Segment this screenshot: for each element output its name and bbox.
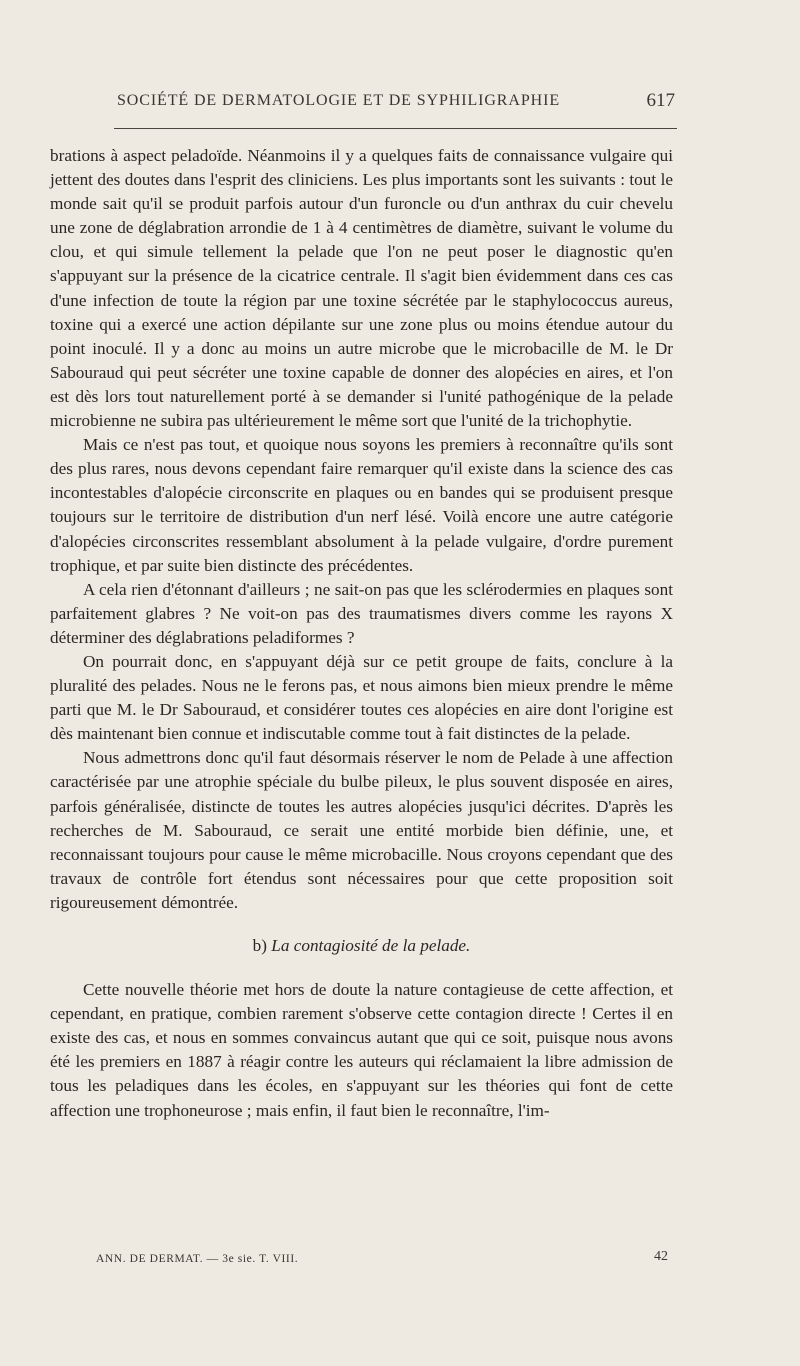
running-title: SOCIÉTÉ DE DERMATOLOGIE ET DE SYPHILIGRAPHIE	[117, 92, 560, 109]
paragraph-2: Mais ce n'est pas tout, et quoique nous soyons les premiers à reconnaître qu'ils sont des plus rares, nous devons cependant faire remarquer qu'il existe dans la science des cas incontestables d'alopécie circonscrite en plaques ou en bandes qui se produisent presque toujours sur le territoire de distribution d'un nerf lésé. Voilà encore une autre catégorie d'alopécies circonscrites ressemblant absolument à la pelade vulgaire, d'ordre purement trophique, et par suite bien distincte des précédentes.	[50, 435, 673, 575]
subheading-label: b)	[252, 936, 267, 955]
signature-number: 42	[654, 1249, 668, 1264]
paragraph-6: Cette nouvelle théorie met hors de doute la nature contagieuse de cette affection, et cependant, en pratique, combien rarement s'observe cette contagion directe ! Certes il en existe des cas, et nous en sommes convaincus autant que qui ce soit, puisque nous avons été les premiers en 1887 à réagir contre les auteurs qui réclamaient la libre admission de tous les peladiques dans les écoles, en s'appuyant sur les théories qui font de cette affection une trophoneurose ; mais enfin, il faut bien le reconnaître, l'im-	[50, 980, 673, 1120]
section-subheading	[50, 934, 673, 958]
journal-reference: ANN. DE DERMAT. — 3e sie. T. VIII.	[96, 1253, 299, 1265]
page-number: 617	[646, 90, 675, 111]
running-header	[117, 92, 675, 110]
paragraph-4: On pourrait donc, en s'appuyant déjà sur ce petit groupe de faits, conclure à la pluralité des pelades. Nous ne le ferons pas, et nous aimons bien mieux prendre le même parti que M. le Dr Sabouraud, et considérer toutes ces alopécies en aire dont l'origine est dès maintenant bien connue et indiscutable comme tout à fait distinctes de la pelade.	[50, 651, 673, 744]
page-footer	[96, 1249, 668, 1265]
subheading-title: La contagiosité de la pelade.	[271, 936, 471, 955]
header-rule	[114, 128, 677, 129]
paragraph-5: Nous admettrons donc qu'il faut désormais réserver le nom de Pelade à une affection caractérisée par une atrophie spéciale du bulbe pileux, le plus souvent disposée en aires, parfois généralisée, distincte de toutes les autres alopécies jusqu'ici décrites. D'après les recherches de M. Sabouraud, ce serait une entité morbide bien définie, une, et reconnaissant toujours pour cause le même microbacille. Nous croyons cependant que des travaux de contrôle fort étendus sont nécessaires pour que cette proposition soit rigoureusement démontrée.	[50, 748, 673, 912]
body-text	[50, 144, 673, 1123]
paragraph-3: A cela rien d'étonnant d'ailleurs ; ne sait-on pas que les sclérodermies en plaques sont parfaitement glabres ? Ne voit-on pas des traumatismes divers comme les rayons X déterminer des déglabrations peladiformes ?	[50, 579, 673, 647]
paragraph-1: brations à aspect peladoïde. Néanmoins il y a quelques faits de connaissance vulgaire qui jettent des doutes dans l'esprit des cliniciens. Les plus importants sont les suivants : tout le monde sait qu'il se produit parfois autour d'un furoncle ou d'un anthrax du cuir chevelu une zone de déglabration arrondie de 1 à 4 centimètres de diamètre, suivant le volume du clou, et qui simule tellement la pelade que l'on ne peut poser le diagnostic qu'en s'appuyant sur la présence de la cicatrice centrale. Il s'agit bien évidemment dans ces cas d'une infection de toute la région par une toxine sécrétée par le staphylococcus aureus, toxine qui a exercé une action dépilante sur une zone plus ou moins étendue autour du point inoculé. Il y a donc au moins un autre microbe que le microbacille de M. le Dr Sabouraud qui peut sécréter une toxine capable de donner des alopécies en aires, et l'on est dès lors tout naturellement porté à se demander si l'unité pathogénique de la pelade microbienne ne subira pas ultérieurement le même sort que l'unité de la trichophytie.	[50, 146, 673, 431]
